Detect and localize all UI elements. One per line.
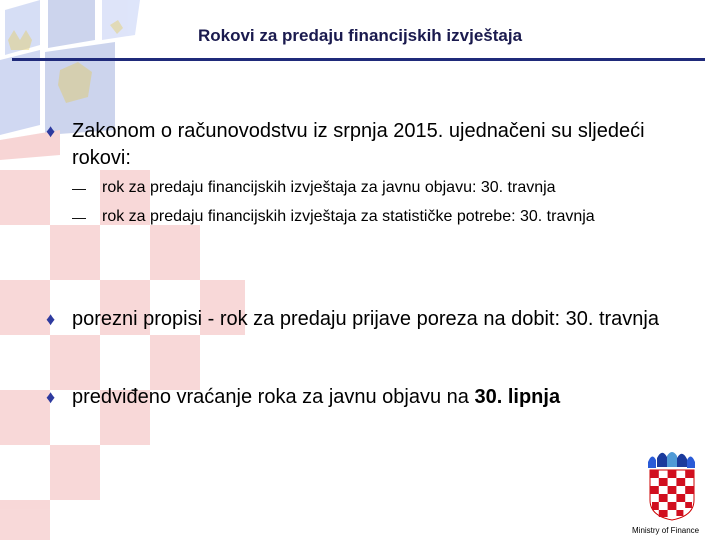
title-divider [12, 58, 705, 61]
bullet-item [46, 384, 686, 411]
diamond-bullet-icon: ♦ [46, 387, 56, 407]
bullet-item [46, 306, 686, 333]
bullet-text-bold: 30. lipnja [474, 386, 561, 408]
sub-bullet-item [72, 176, 676, 200]
bullet-text-plain: predviđeno vraćanje roka za javnu objavu na [72, 386, 475, 408]
coat-of-arms-watermark [0, 0, 260, 540]
bullet-text: Zakonom o računovodstvu iz srpnja 2015. ujednačeni su sljedeći rokovi: [72, 120, 645, 169]
crown-icon [648, 452, 695, 468]
dash-icon: — [72, 209, 86, 225]
diamond-bullet-icon: ♦ [46, 309, 56, 329]
dash-icon: — [72, 180, 86, 196]
checkered-shield-icon [650, 470, 694, 520]
slide-title: Rokovi za predaju financijskih izvještaja [197, 26, 523, 45]
sub-bullet-text: rok za predaju financijskih izvještaja za javnu objavu: 30. travnja [102, 179, 556, 196]
diamond-bullet-icon: ♦ [46, 121, 56, 141]
bullet-text: porezni propisi - rok za predaju prijave poreza na dobit: 30. travnja [72, 308, 659, 330]
sub-bullet-text: rok za predaju financijskih izvještaja za statističke potrebe: 30. travnja [102, 208, 595, 225]
footer-label: Ministry of Finance [632, 526, 700, 535]
sub-bullet-item [72, 205, 676, 229]
bullet-item [46, 118, 686, 172]
coat-of-arms-logo [646, 450, 698, 522]
bullet-text [46, 384, 686, 411]
